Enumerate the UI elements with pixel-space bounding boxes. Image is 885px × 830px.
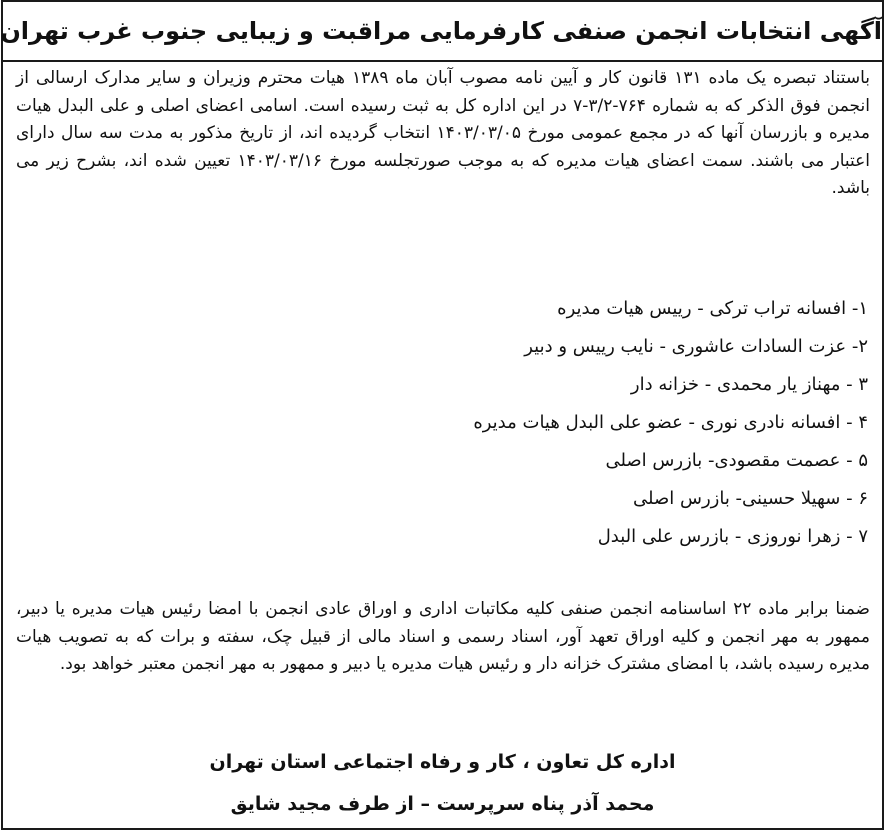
intro-paragraph: باستناد تبصره یک ماده ۱۳۱ قانون کار و آیین نامه مصوب آبان ماه ۱۳۸۹ هیات محترم وزیران و سایر مدارک ارسالی از انجمن فوق الذکر که به شماره ۷۶۴-۳/۲-۷ در این اداره کل به ثبت رسیده است. اسامی اعضای اصلی و علی البدل هیات مدیره و بازرسان آنها که در مجمع عمومی مورخ ۱۴۰۳/۰۳/۰۵ انتخاب گردیده اند، از تاریخ مذکور به مدت سه سال دارای اعتبار می باشند. سمت اعضای هیات مدیره که به موجب صورتجلسه مورخ ۱۴۰۳/۰۳/۱۶ تعیین شده اند، بشرح زیر می باشد.	[16, 68, 871, 198]
issuing-office: اداره کل تعاون ، کار و رفاه اجتماعی استان تهران	[209, 751, 676, 773]
list-item: ۲- عزت السادات عاشوری - نایب رییس و دبیر	[524, 336, 868, 357]
list-item: ۴ - افسانه نادری نوری - عضو علی البدل هیات مدیره	[473, 412, 868, 433]
list-item: ۶ - سهیلا حسینی- بازرس اصلی	[633, 488, 868, 509]
board-members-list	[17, 290, 868, 556]
notice-title: آگهی انتخابات انجمن صنفی کارفرمایی مراقبت و زیبایی جنوب غرب تهران	[0, 17, 882, 45]
election-notice	[1, 0, 884, 830]
signatory: محمد آذر پناه سرپرست – از طرف مجید شایق	[230, 793, 655, 815]
closing-paragraph: ضمنا برابر ماده ۲۲ اساسنامه انجمن صنفی کلیه مکاتبات اداری و اوراق عادی انجمن با امضا رئیس هیات مدیره یا دبیر، ممهور به مهر انجمن و کلیه اوراق تعهد آور، اسناد رسمی و اسناد مالی از قبیل چک، سفته و برات که به تصویب هیات مدیره رسیده باشد، با امضای مشترک خزانه دار و رئیس هیات مدیره یا دبیر و ممهور به مهر انجمن معتبر خواهد بود.	[16, 599, 870, 674]
list-item: ۱- افسانه تراب ترکی - رییس هیات مدیره	[557, 298, 868, 319]
list-item: ۵ - عصمت مقصودی- بازرس اصلی	[605, 450, 868, 471]
list-item: ۷ - زهرا نوروزی - بازرس علی البدل	[597, 526, 868, 547]
list-item: ۳ - مهناز یار محمدی - خزانه دار	[630, 374, 868, 395]
title-divider	[3, 60, 882, 62]
